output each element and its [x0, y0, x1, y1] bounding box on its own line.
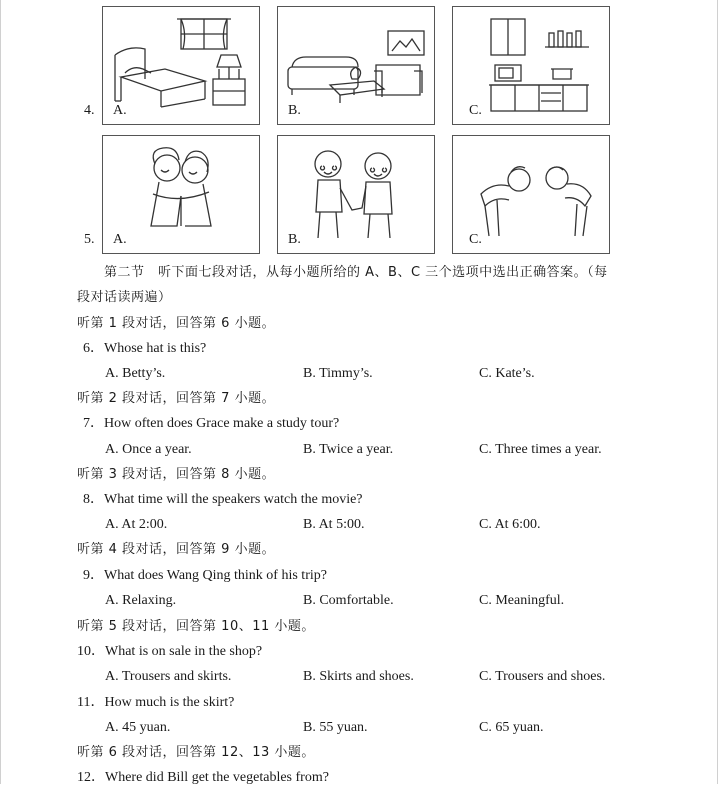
dialogue-intro: 听第 5 段对话，回答第 10、11 小题。 — [77, 619, 315, 634]
option-label-a: A. — [113, 103, 127, 118]
answer-option-c: C. 65 yuan. — [479, 720, 544, 735]
option-picture-c — [452, 135, 610, 254]
dialogue-intro: 听第 6 段对话，回答第 12、13 小题。 — [77, 745, 315, 760]
answer-option-c: C. Three times a year. — [479, 442, 602, 457]
option-label-a: A. — [113, 232, 127, 247]
answer-option-a: A. Trousers and skirts. — [105, 669, 232, 684]
answer-option-b: B. 55 yuan. — [303, 720, 368, 735]
bedroom-image — [103, 7, 261, 126]
answer-option-c: C. Trousers and shoes. — [479, 669, 606, 684]
option-picture-a — [102, 135, 260, 254]
answer-option-a: A. Once a year. — [105, 442, 192, 457]
option-label-c: C. — [469, 232, 482, 247]
answer-option-a: A. Relaxing. — [105, 593, 177, 608]
question-stem: 6．Whose hat is this? — [83, 341, 207, 356]
answer-option-a: A. At 2:00. — [105, 517, 168, 532]
answer-option-b: B. Timmy’s. — [303, 366, 373, 381]
question-stem: 10．What is on sale in the shop? — [77, 644, 263, 659]
question-stem: 8．What time will the speakers watch the movie? — [83, 492, 363, 507]
option-label-b: B. — [288, 103, 301, 118]
question-stem: 9．What does Wang Qing think of his trip? — [83, 568, 327, 583]
question-stem: 7．How often does Grace make a study tour? — [83, 416, 340, 431]
answer-option-b: B. Twice a year. — [303, 442, 394, 457]
answer-option-c: C. Kate’s. — [479, 366, 535, 381]
option-picture-b — [277, 6, 435, 125]
question-stem: 11．How much is the skirt? — [77, 695, 235, 710]
question-number: 5. — [84, 232, 95, 247]
answer-option-b: B. Skirts and shoes. — [303, 669, 414, 684]
answer-option-b: B. At 5:00. — [303, 517, 365, 532]
dialogue-intro: 听第 1 段对话，回答第 6 小题。 — [77, 316, 276, 331]
answer-option-c: C. At 6:00. — [479, 517, 541, 532]
answer-option-a: A. 45 yuan. — [105, 720, 171, 735]
dialogue-intro: 听第 4 段对话，回答第 9 小题。 — [77, 542, 276, 557]
dialogue-intro: 听第 3 段对话，回答第 8 小题。 — [77, 467, 276, 482]
answer-option-a: A. Betty’s. — [105, 366, 166, 381]
handshake-image — [278, 136, 436, 255]
option-label-c: C. — [469, 103, 482, 118]
option-label-b: B. — [288, 232, 301, 247]
section-instruction-continued: 段对话读两遍） — [77, 290, 172, 305]
section-instruction: 第二节 听下面七段对话，从每小题所给的 A、B、C 三个选项中选出正确答案。（每 — [104, 265, 608, 280]
dialogue-intro: 听第 2 段对话，回答第 7 小题。 — [77, 391, 276, 406]
option-picture-b — [277, 135, 435, 254]
option-picture-c — [452, 6, 610, 125]
option-picture-a — [102, 6, 260, 125]
hugging-image — [103, 136, 261, 255]
question-stem: 12．Where did Bill get the vegetables from? — [77, 770, 329, 785]
question-number: 4. — [84, 103, 95, 118]
answer-option-b: B. Comfortable. — [303, 593, 394, 608]
answer-option-c: C. Meaningful. — [479, 593, 565, 608]
living-room-image — [278, 7, 436, 126]
